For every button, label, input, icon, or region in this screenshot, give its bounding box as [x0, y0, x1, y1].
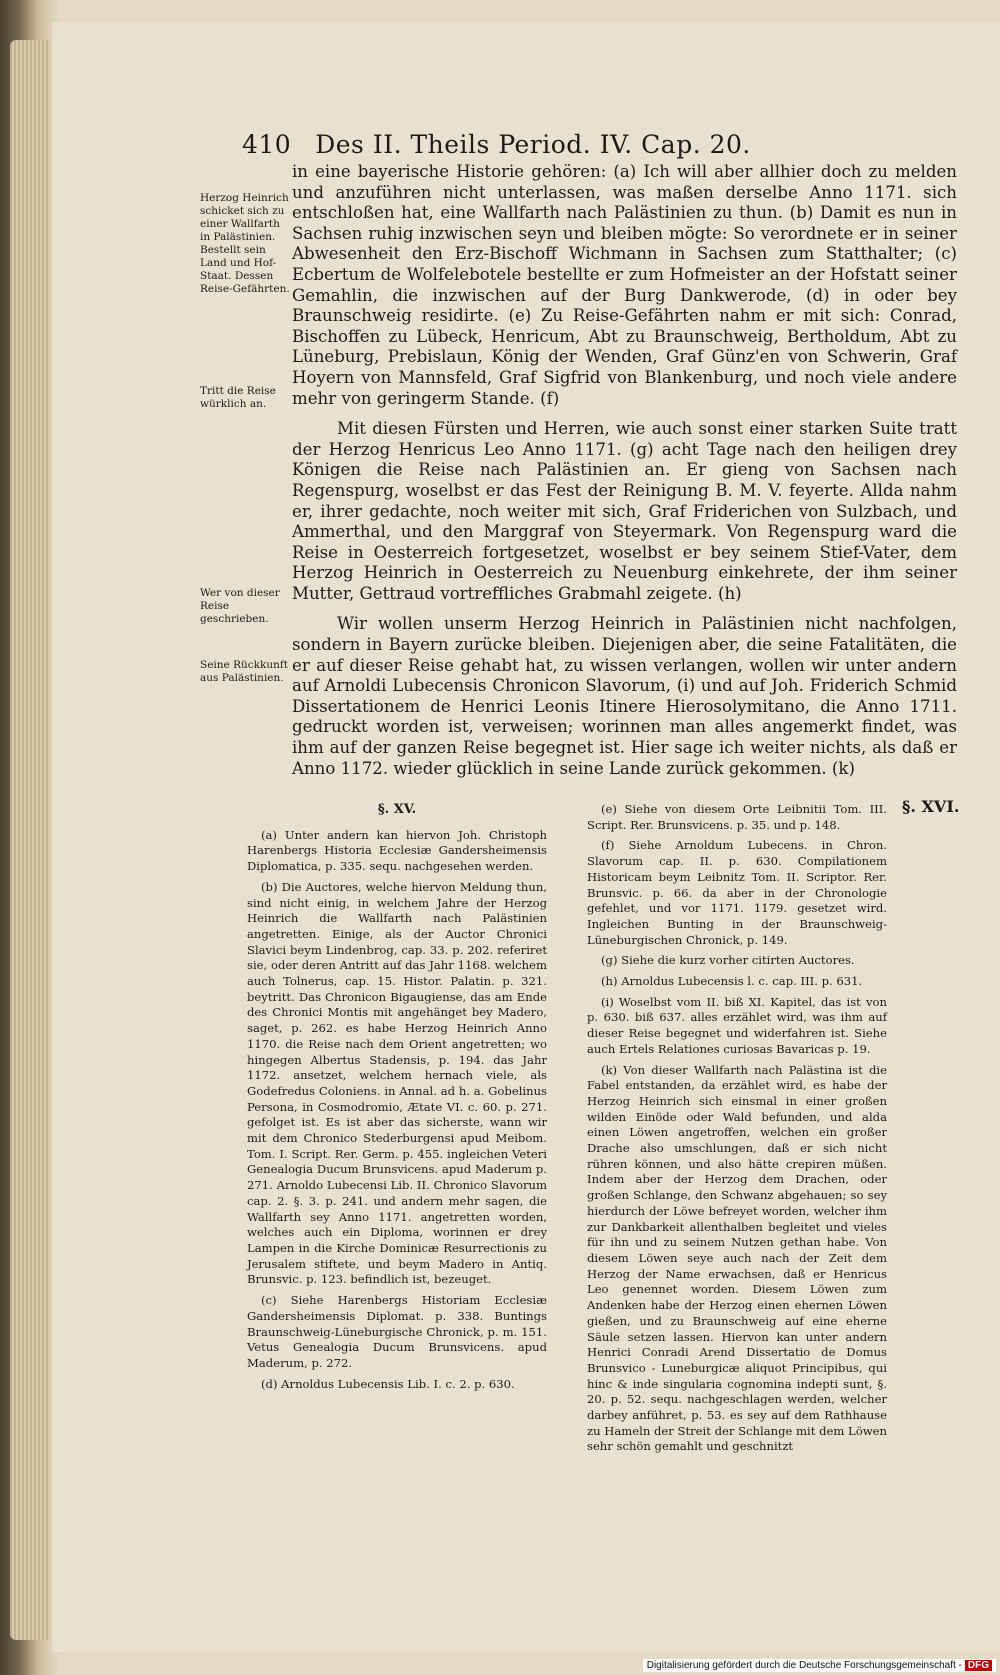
running-header — [242, 130, 802, 159]
page-number: 410 — [242, 130, 292, 159]
footnote-e: (e) Siehe von diesem Orte Leibnitii Tom. III. Script. Rer. Brunsvicens. p. 35. und p. 148. — [587, 802, 887, 832]
footnote-i: (i) Woselbst vom II. biß XI. Kapitel, das ist von p. 630. biß 637. alles erzählet wird, was ihm auf dieser Reise begegnet und widerfahren ist. Siehe auch Ertels Relationes curiosas Bavaricas p. 19. — [587, 994, 887, 1056]
running-title: Des II. Theils Period. IV. Cap. 20. — [315, 130, 751, 159]
section-mark: §. XVI. — [902, 797, 960, 816]
sidenote-rueckkunft: Seine Rückkunft aus Palästinien. — [200, 659, 288, 684]
footnotes-right — [587, 802, 887, 1460]
footnote-k: (k) Von dieser Wallfarth nach Palästina ist die Fabel entstanden, da erzählet wird, es habe der Herzog Heinrich sich einsmal in einer großen wilden Einöde oder Wald befunden, und alda einen Löwen angetroffen, welchen ein großer Drache also umschlungen, daß er sich nicht rühren können, und also hätte crepiren müßen. Indem aber der Herzog dem Drachen, oder großen Schlange, den Schwanz abgehauen; so sey hierdurch der Löwe befreyet worden, welcher ihm zur Dankbarkeit allenthalben begleitet und vieles für ihn und zu seinem Nutzen gethan habe. Von diesem Löwen seye auch nach der Zeit dem Herzog der Name erwachsen, daß er Henricus Leo genennet worden. Diesem Löwen zum Andenken habe der Herzog einen ehernen Löwen gießen, und zu Braunschweig auf eine eherne Säule setzen lassen. Hiervon kan unter andern Henrici Conradi Arend Dissertatio de Domus Brunsvico - Luneburgicæ aliquot Principibus, qui hinc & inde singularia cognomina indepti sunt, §. 20. p. 52. sequ. nachgeschlagen werden, welcher darbey anführet, p. 53. es sey auf dem Rathhause zu Hameln der Streit der Schlange mit dem Löwen sehr schön gemahlt und geschnitzt — [587, 1062, 887, 1454]
footnote-section-heading: §. XV. — [377, 802, 417, 817]
footnote-f: (f) Siehe Arnoldum Lubecens. in Chron. Slavorum cap. II. p. 630. Compilationem Historicam beym Leibnitz Tom. II. Scriptor. Rer. Brunsvic. p. 66. da aber in der Chronologie gefehlet, und vor 1171. 1179. gesetzet wird. Ingleichen Bunting in der Braunschweig-Lüneburgischen Chronick, p. 149. — [587, 838, 887, 947]
sidenote-geschrieben: Wer von dieser Reise geschrieben. — [200, 587, 280, 625]
sidenote-wallfarth: Herzog Heinrich schicket sich zu einer Wallfarth in Palästinien. Bestellt sein Land und Hof-Staat. Dessen Reise-Gefährten. — [200, 192, 290, 295]
page-edge — [10, 40, 50, 1640]
sidenote-reise-an: Tritt die Reise würklich an. — [200, 385, 276, 410]
footnote-b: (b) Die Auctores, welche hiervon Meldung thun, sind nicht einig, in welchem Jahre der Herzog Heinrich die Wallfarth nach Palästinien angetretten. Einige, als der Auctor Chronici Slavici beym Lindenbrog, cap. 33. p. 202. referiret sie, oder deren Antritt auf das Jahr 1168. welchem auch Tolnerus, cap. 15. Histor. Palatin. p. 321. beytritt. Das Chronicon Bigaugiense, das am Ende des Chronici Montis mit angehänget bey Madero, saget, p. 262. es habe Herzog Heinrich Anno 1170. die Reise nach dem Orient angetretten; wo hingegen Albertus Stadensis, p. 194. das Jahr 1172. ansetzet, welchem hernach viele, als Godefredus Coloniens. in Annal. ad h. a. Gobelinus Persona, in Cosmodromio, Ætate VI. c. 60. p. 271. gefolget ist. Es ist aber das sicherste, wann wir mit dem Chronico Stederburgensi apud Meibom. Tom. I. Script. Rer. Germ. p. 455. ingleichen Veteri Genealogia Ducum Brunsvicens. apud Maderum p. 271. Arnoldo Lubecensi Lib. II. Chronico Slavorum cap. 2. §. 3. p. 241. und andern mehr sagen, die Wallfarth sey Anno 1171. angetretten worden, welches auch ein Diploma, worinnen er drey Lampen in die Kirche Dominicæ Resurrectionis zu Jerusalem stiftete, und beym Madero in Antiq. Brunsvic. p. 123. befindlich ist, bezeuget. — [247, 879, 547, 1287]
digitization-credit — [643, 1659, 996, 1672]
footnote-c: (c) Siehe Harenbergs Historiam Ecclesiæ Gandersheimensis Diplomat. p. 338. Buntings Braunschweig-Lüneburgische Chronick, p. m. 151. Vetus Genealogia Ducum Brunsvicens. apud Maderum, p. 272. — [247, 1293, 547, 1370]
footnote-d: (d) Arnoldus Lubecensis Lib. I. c. 2. p. 630. — [261, 1376, 515, 1391]
footnotes-left — [247, 802, 547, 1397]
paragraph-2: Mit diesen Fürsten und Herren, wie auch sonst einer starken Suite tratt der Herzog Henricus Leo Anno 1171. (g) acht Tage nach den heiligen drey Königen die Reise nach Palästinien an. Er gieng von Sachsen nach Regenspurg, woselbst er das Fest der Reinigung B. M. V. feyerte. Allda nahm er, ihrer gedachte, noch weiter mit sich, Graf Friderichen von Sulzbach, und Ammerthal, und den Marggraf von Steyermark. Von Regenspurg ward die Reise in Oesterreich fortgesetzet, woselbst er bey seinem Stief-Vater, dem Herzog Heinrich in Oesterreich zu Neuenburg einkehrete, der ihm seiner Mutter, Gettraud vortreffliches Grabmahl zeigete. (h) — [292, 419, 957, 603]
page — [52, 22, 1000, 1652]
credit-text: Digitalisierung gefördert durch die Deutsche Forschungsgemeinschaft - — [646, 1660, 962, 1671]
footnote-a: (a) Unter andern kan hiervon Joh. Christoph Harenbergs Historia Ecclesiæ Gandersheimensis Diplomatica, p. 335. sequ. nachgesehen werden. — [247, 827, 547, 874]
dfg-logo: DFG — [965, 1660, 992, 1671]
paragraph-3: Wir wollen unserm Herzog Heinrich in Palästinien nicht nachfolgen, sondern in Bayern zurücke bleiben. Diejenigen aber, die seine Fatalitäten, die er auf dieser Reise gehabt hat, zu wissen verlangen, wollen wir unter andern auf Arnoldi Lubecensis Chronicon Slavorum, (i) und auf Joh. Friderich Schmid Dissertationem de Henrici Leonis Itinere Hierosolymitano, die Anno 1711. gedruckt worden ist, verweisen; worinnen man alles angemerkt findet, was ihm auf der ganzen Reise begegnet ist. Hier sage ich weiter nichts, als daß er Anno 1172. wieder glücklich in seine Lande zurück gekommen. (k) — [292, 614, 957, 778]
main-text — [292, 162, 957, 779]
footnote-g: (g) Siehe die kurz vorher citirten Auctores. — [601, 953, 855, 968]
footnote-h: (h) Arnoldus Lubecensis l. c. cap. III. p. 631. — [601, 974, 863, 989]
paragraph-1: in eine bayerische Historie gehören: (a) Ich will aber allhier doch zu melden und anzuführen nicht unterlassen, was maßen derselbe Anno 1171. sich entschloßen hat, eine Wallfarth nach Palästinien zu thun. (b) Damit es nun in Sachsen ruhig inzwischen seyn und bleiben mögte: So verordnete er in seiner Abwesenheit den Erz-Bischoff Wichmann in Sachsen zum Statthalter; (c) Ecbertum de Wolfelebotele bestellte er zum Hofmeister an der Hofstatt seiner Gemahlin, die inzwischen auf der Burg Dankwerode, (d) in oder bey Braunschweig residirte. (e) Zu Reise-Gefährten nahm er mit sich: Conrad, Bischoffen zu Lübeck, Henricum, Abt zu Braunschweig, Bertholdum, Abt zu Lüneburg, Prebislaun, König der Wenden, Graf Günz'en von Schwerin, Graf Hoyern von Mannsfeld, Graf Sigfrid von Blankenburg, und noch viele andere mehr von geringerm Stande. (f) — [292, 162, 957, 408]
